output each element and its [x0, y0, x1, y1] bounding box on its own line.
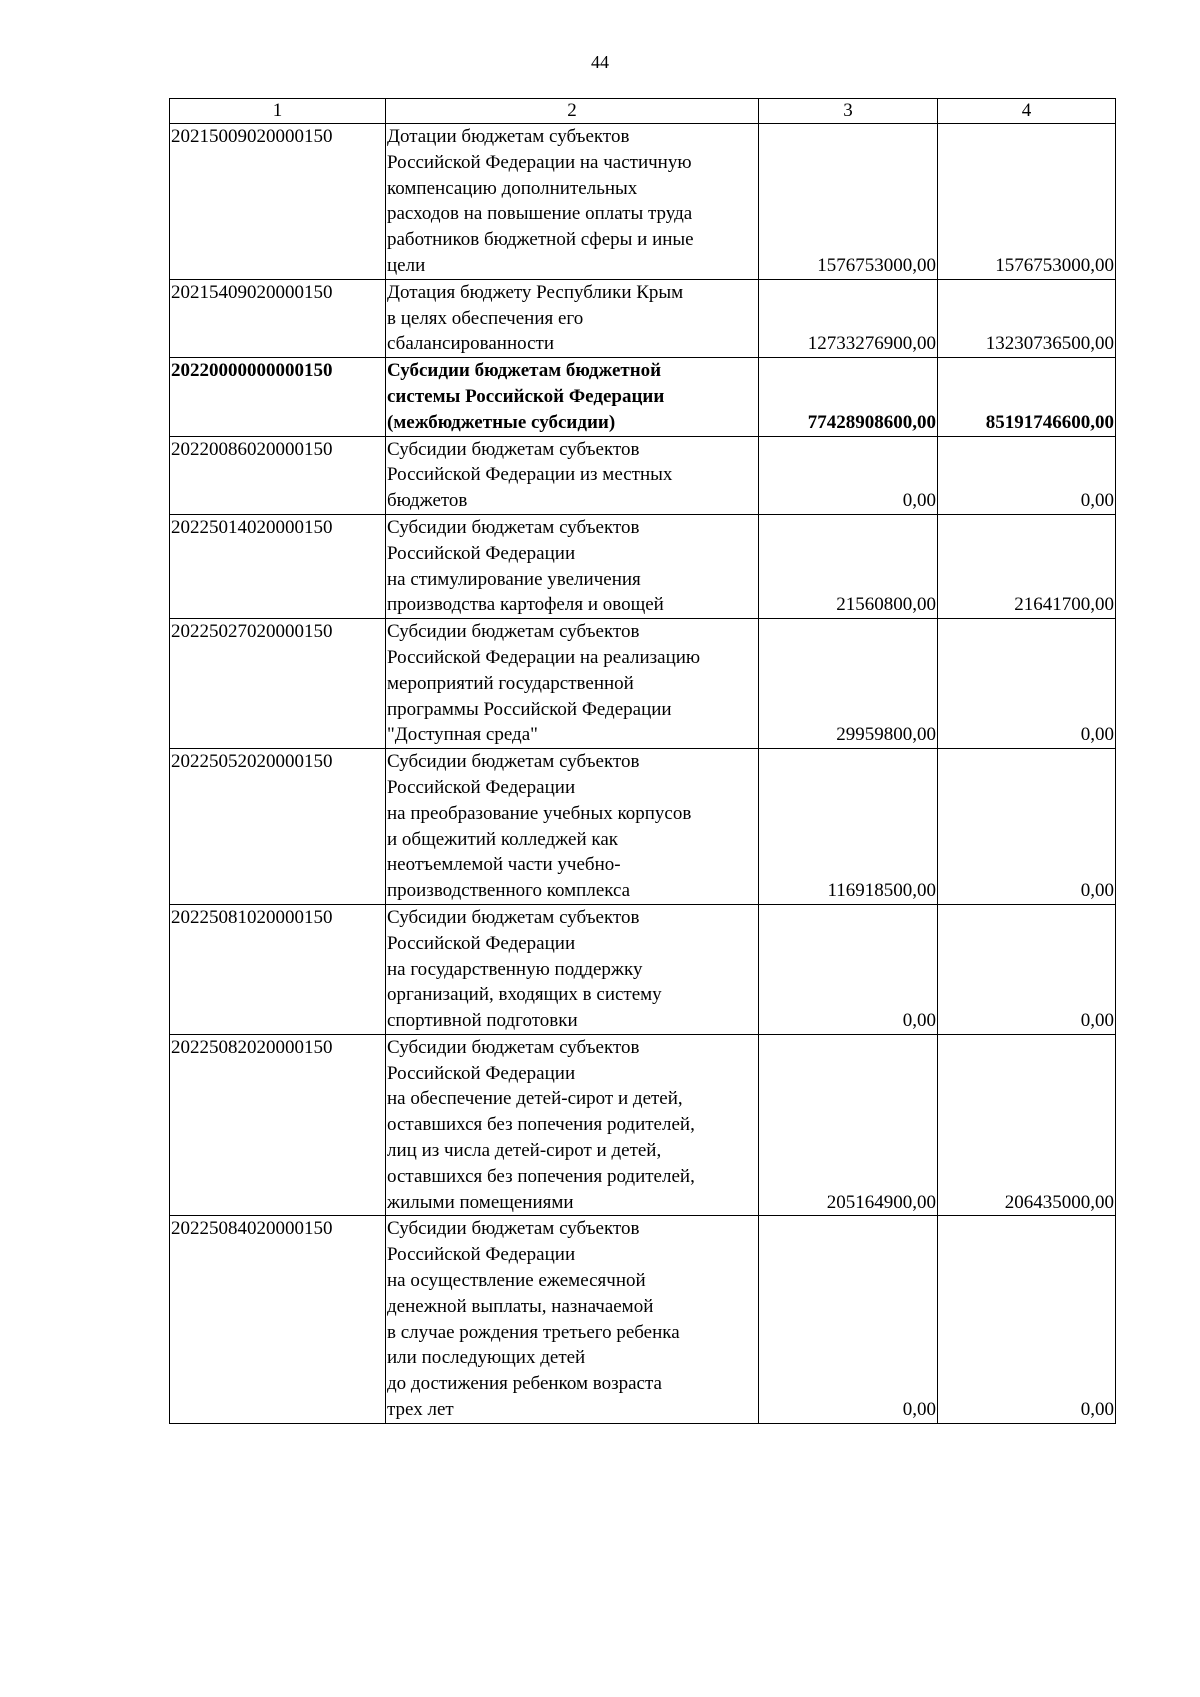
- row-name-line: Субсидии бюджетам субъектов: [387, 438, 640, 460]
- row-value-col4: 21641700,00: [938, 514, 1116, 618]
- row-value-col4: 0,00: [938, 904, 1116, 1034]
- row-name-line: лиц из числа детей-сирот и детей,: [387, 1140, 662, 1162]
- row-name-line: Российской Федерации: [387, 1062, 576, 1084]
- row-name-line: Российской Федерации на реализацию: [387, 646, 701, 668]
- row-name-line: Субсидии бюджетам субъектов: [387, 1036, 640, 1058]
- row-name-line: Субсидии бюджетам субъектов: [387, 1218, 640, 1240]
- row-value-col3: 1576753000,00: [759, 124, 938, 280]
- row-name-line: Российской Федерации: [387, 542, 576, 564]
- row-name-line: на стимулирование увеличения: [387, 568, 641, 590]
- row-value-col3: 116918500,00: [759, 749, 938, 905]
- row-name-line: неотъемлемой части учебно-: [387, 854, 621, 876]
- table-row: [170, 279, 1116, 357]
- row-name-cell: [386, 279, 759, 357]
- row-name-cell: [386, 436, 759, 514]
- row-name-line: Субсидии бюджетам субъектов: [387, 621, 640, 643]
- column-header-3: 3: [759, 99, 938, 124]
- row-code-cell: 20225014020000150: [170, 514, 386, 618]
- row-code-cell: 20225052020000150: [170, 749, 386, 905]
- row-name-line: до достижения ребенком возраста: [387, 1373, 662, 1395]
- row-value-col4: 0,00: [938, 749, 1116, 905]
- table-row: [170, 749, 1116, 905]
- row-code-cell: 20225082020000150: [170, 1034, 386, 1216]
- table-row: [170, 514, 1116, 618]
- row-name-line: сбалансированности: [387, 333, 554, 355]
- row-value-col3: 0,00: [759, 436, 938, 514]
- column-header-1: 1: [170, 99, 386, 124]
- row-name-line: Российской Федерации: [387, 1244, 576, 1266]
- row-name-line: мероприятий государственной: [387, 672, 634, 694]
- row-value-col4: 206435000,00: [938, 1034, 1116, 1216]
- row-code-cell: 20225027020000150: [170, 619, 386, 749]
- row-name-line: денежной выплаты, назначаемой: [387, 1295, 654, 1317]
- row-name-line: на государственную поддержку: [387, 958, 643, 980]
- row-value-col4: 0,00: [938, 619, 1116, 749]
- table-row: [170, 358, 1116, 436]
- row-name-line: Субсидии бюджетам субъектов: [387, 516, 640, 538]
- row-name-cell: [386, 1216, 759, 1423]
- page-number: 44: [591, 52, 609, 72]
- table-row: [170, 1216, 1116, 1423]
- row-name-cell: [386, 1034, 759, 1216]
- row-name-line: в целях обеспечения его: [387, 307, 584, 329]
- row-name-line: организаций, входящих в систему: [387, 984, 662, 1006]
- row-value-col3: 0,00: [759, 904, 938, 1034]
- row-name-cell: [386, 749, 759, 905]
- row-name-line: Дотации бюджетам субъектов: [387, 126, 630, 147]
- row-name-cell: [386, 619, 759, 749]
- row-name-line: производства картофеля и овощей: [387, 594, 664, 616]
- table-row: [170, 619, 1116, 749]
- row-name-line: на обеспечение детей-сирот и детей,: [387, 1088, 683, 1110]
- column-header-4: 4: [938, 99, 1116, 124]
- row-name-line: на осуществление ежемесячной: [387, 1270, 646, 1292]
- row-code-cell: 20220000000000150: [170, 358, 386, 436]
- row-name-cell: [386, 358, 759, 436]
- table-row: [170, 904, 1116, 1034]
- row-code-cell: 20220086020000150: [170, 436, 386, 514]
- row-value-col4: 85191746600,00: [938, 358, 1116, 436]
- row-name-line: оставшихся без попечения родителей,: [387, 1114, 695, 1136]
- row-code-cell: 20225084020000150: [170, 1216, 386, 1423]
- table-body: [170, 124, 1116, 1424]
- row-name-line: производственного комплекса: [387, 880, 631, 902]
- row-value-col4: 1576753000,00: [938, 124, 1116, 280]
- row-name-line: Российской Федерации: [387, 776, 576, 798]
- table-header-row: [170, 99, 1116, 124]
- column-header-2: 2: [386, 99, 759, 124]
- row-value-col3: 205164900,00: [759, 1034, 938, 1216]
- row-name-line: "Доступная среда": [387, 724, 538, 746]
- row-value-col4: 0,00: [938, 436, 1116, 514]
- row-name-line: Субсидии бюджетам субъектов: [387, 906, 640, 928]
- row-name-line: Российской Федерации из местных: [387, 464, 673, 486]
- row-value-col4: 0,00: [938, 1216, 1116, 1423]
- row-name-line: оставшихся без попечения родителей,: [387, 1165, 695, 1187]
- row-name-line: и общежитий колледжей как: [387, 828, 618, 850]
- row-name-line: в случае рождения третьего ребенка: [387, 1321, 680, 1343]
- row-name-line: спортивной подготовки: [387, 1010, 578, 1032]
- row-value-col3: 29959800,00: [759, 619, 938, 749]
- table-row: [170, 1034, 1116, 1216]
- row-name-line: цели: [387, 254, 426, 276]
- budget-table: [169, 98, 1116, 1424]
- row-name-cell: [386, 124, 759, 280]
- row-name-line: Субсидии бюджетам бюджетной: [387, 360, 662, 382]
- row-code-cell: 20215009020000150: [170, 124, 386, 280]
- row-name-line: трех лет: [387, 1399, 454, 1421]
- row-name-line: или последующих детей: [387, 1347, 586, 1369]
- row-code-cell: 20215409020000150: [170, 279, 386, 357]
- row-name-line: на преобразование учебных корпусов: [387, 802, 692, 824]
- row-value-col3: 12733276900,00: [759, 279, 938, 357]
- row-value-col3: 77428908600,00: [759, 358, 938, 436]
- row-name-cell: [386, 904, 759, 1034]
- row-name-line: расходов на повышение оплаты труда: [387, 203, 693, 225]
- row-code-cell: 20225081020000150: [170, 904, 386, 1034]
- row-value-col3: 21560800,00: [759, 514, 938, 618]
- row-name-line: программы Российской Федерации: [387, 698, 672, 720]
- row-name-line: (межбюджетные субсидии): [387, 411, 616, 433]
- row-name-cell: [386, 514, 759, 618]
- row-name-line: бюджетов: [387, 490, 468, 512]
- row-name-line: системы Российской Федерации: [387, 385, 665, 407]
- row-name-line: Российской Федерации на частичную: [387, 151, 692, 173]
- row-name-line: Дотация бюджету Республики Крым: [387, 281, 684, 303]
- row-value-col3: 0,00: [759, 1216, 938, 1423]
- row-value-col4: 13230736500,00: [938, 279, 1116, 357]
- row-name-line: компенсацию дополнительных: [387, 177, 638, 199]
- row-name-line: работников бюджетной сферы и иные: [387, 229, 694, 251]
- row-name-line: жилыми помещениями: [387, 1191, 574, 1213]
- table-row: [170, 124, 1116, 280]
- table-row: [170, 436, 1116, 514]
- row-name-line: Субсидии бюджетам субъектов: [387, 751, 640, 773]
- row-name-line: Российской Федерации: [387, 932, 576, 954]
